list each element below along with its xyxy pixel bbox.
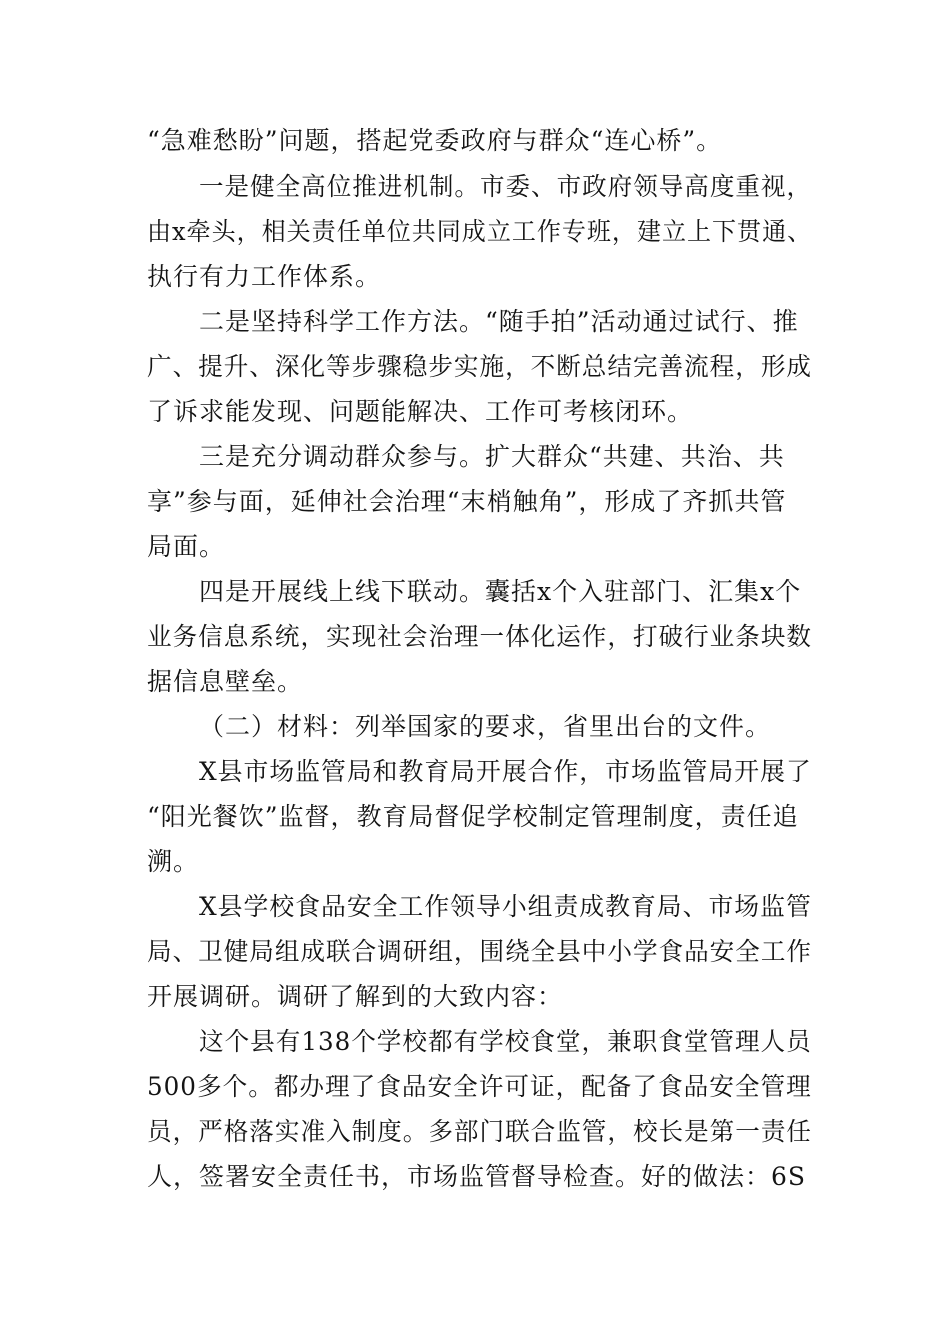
text-line: 广、提升、深化等步骤稳步实施，不断总结完善流程，形成 bbox=[147, 352, 812, 381]
text-line: 享”参与面，延伸社会治理“末梢触角”，形成了齐抓共管 bbox=[147, 487, 787, 516]
text-line: X县学校食品安全工作领导小组责成教育局、市场监管 bbox=[199, 892, 812, 921]
text-line: 500多个。都办理了食品安全许可证，配备了食品安全管理 bbox=[147, 1072, 812, 1101]
text-line: 了诉求能发现、问题能解决、工作可考核闭环。 bbox=[147, 397, 694, 426]
text-line: 由x牵头，相关责任单位共同成立工作专班，建立上下贯通、 bbox=[147, 217, 813, 246]
text-line: 局、卫健局组成联合调研组，围绕全县中小学食品安全工作 bbox=[147, 937, 812, 966]
section-heading: （二）材料：列举国家的要求，省里出台的文件。 bbox=[199, 712, 772, 741]
text-line: 执行有力工作体系。 bbox=[147, 262, 382, 291]
text-line: 人，签署安全责任书，市场监管督导检查。好的做法：6S bbox=[147, 1162, 807, 1191]
text-line: 据信息壁垒。 bbox=[147, 667, 304, 696]
text-line: 四是开展线上线下联动。囊括x个入驻部门、汇集x个 bbox=[199, 577, 802, 606]
text-line: 这个县有138个学校都有学校食堂，兼职食堂管理人员 bbox=[199, 1027, 812, 1056]
text-line: 溯。 bbox=[147, 847, 200, 876]
text-line: 二是坚持科学工作方法。“随手拍”活动通过试行、推 bbox=[199, 307, 799, 336]
text-line: 业务信息系统，实现社会治理一体化运作，打破行业条块数 bbox=[147, 622, 812, 651]
text-line: X县市场监管局和教育局开展合作，市场监管局开展了 bbox=[199, 757, 812, 786]
text-line: 三是充分调动群众参与。扩大群众“共建、共治、共 bbox=[199, 442, 785, 471]
text-line: 开展调研。调研了解到的大致内容： bbox=[147, 982, 564, 1011]
text-line: 员，严格落实准入制度。多部门联合监管，校长是第一责任 bbox=[147, 1117, 812, 1146]
text-line: “阳光餐饮”监督，教育局督促学校制定管理制度，责任追 bbox=[147, 802, 799, 831]
text-line: “急难愁盼”问题，搭起党委政府与群众“连心桥”。 bbox=[147, 126, 723, 155]
text-line: 局面。 bbox=[147, 532, 226, 561]
text-line: 一是健全高位推进机制。市委、市政府领导高度重视， bbox=[199, 172, 813, 201]
